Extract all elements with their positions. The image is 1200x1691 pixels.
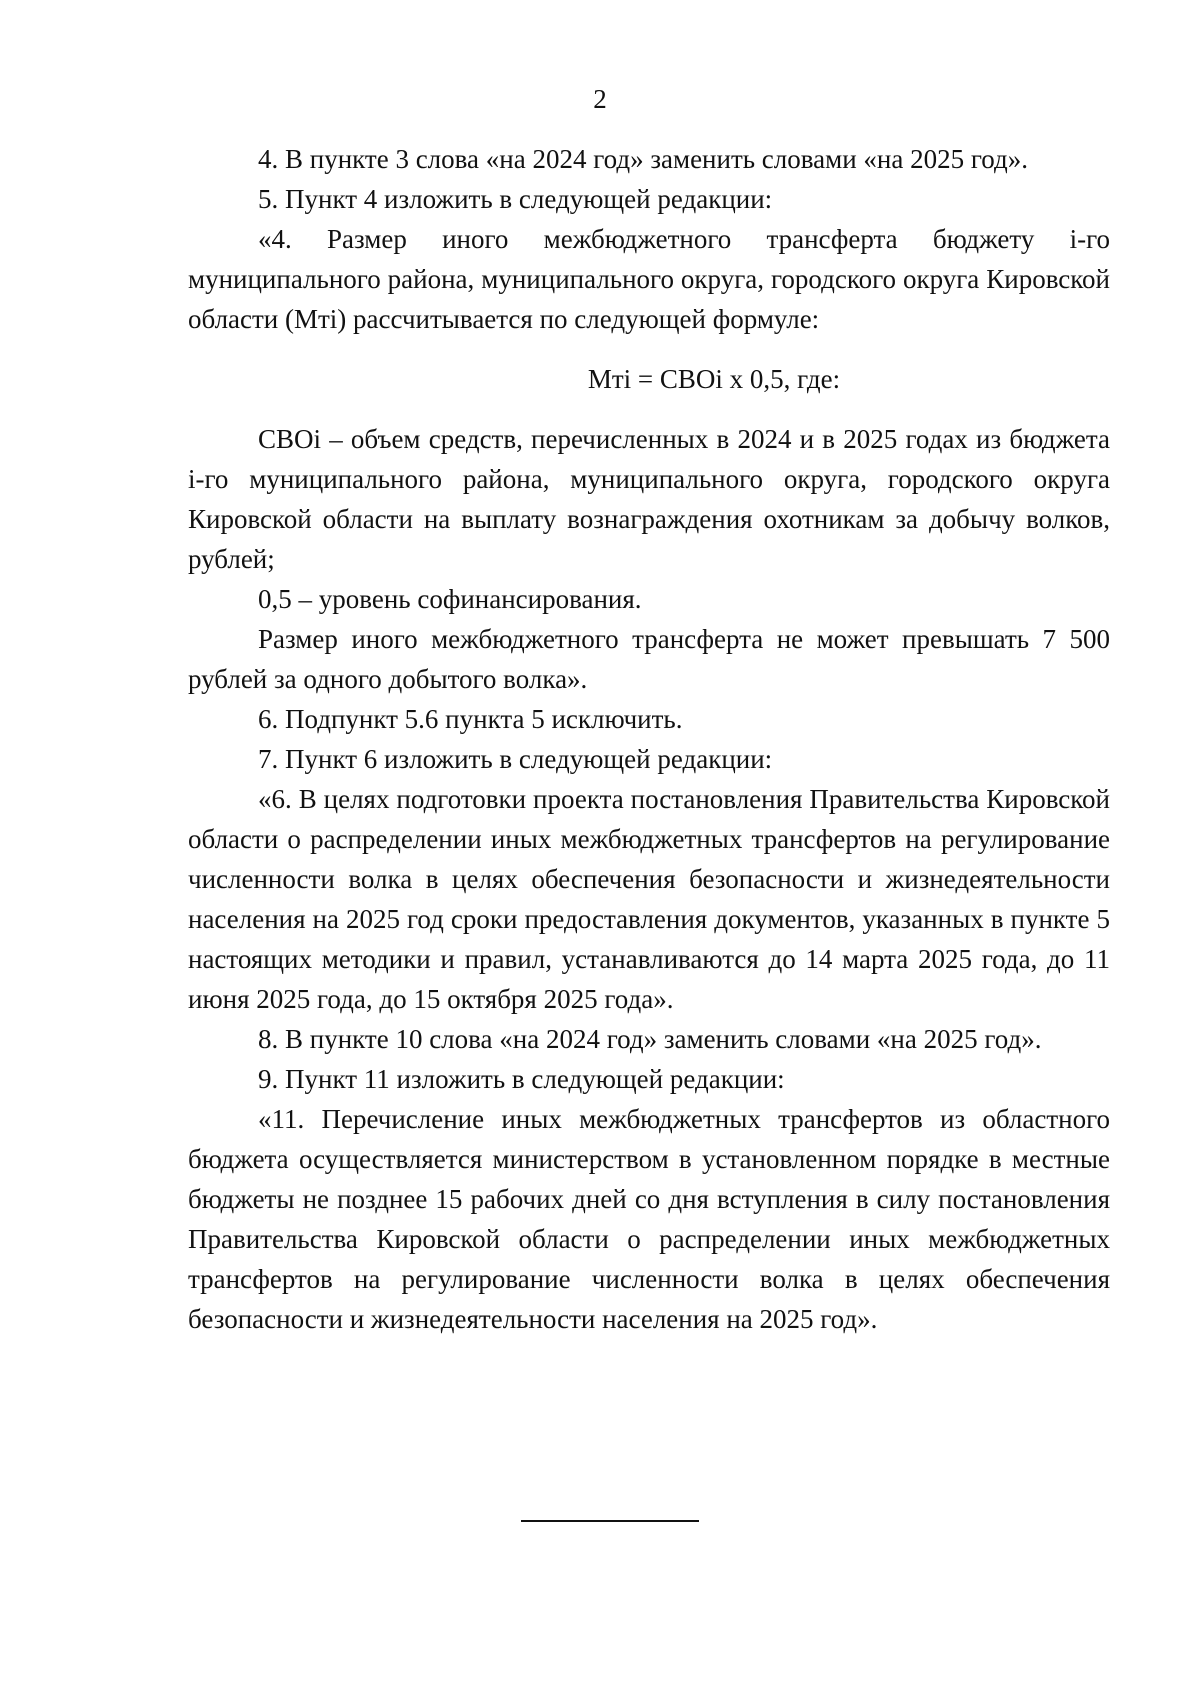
document-body <box>188 139 1110 1339</box>
page-number: 2 <box>593 84 607 114</box>
paragraph-item-6: 6. Подпункт 5.6 пункта 5 исключить. <box>258 704 683 734</box>
paragraph-point-11-text: «11. Перечисление иных межбюджетных трансфертов из областного бюджета осуществляется министерством в установленном порядке в местные бюджеты не позднее 15 рабочих дней со дня вступления в силу постановления Правительства Кировской области о распределении иных межбюджетных трансфертов на регулирование численности волка в целях обеспечения безопасности и жизнедеятельности населения на 2025 год». <box>188 1104 1110 1334</box>
paragraph-item-7: 7. Пункт 6 изложить в следующей редакции: <box>258 744 773 774</box>
paragraph-svoi-definition: СВОi – объем средств, перечисленных в 2024 и в 2025 годах из бюджета i-го муниципального района, муниципального округа, городского округа Кировской области на выплату вознаграждения охотникам за добычу волков, рублей; <box>188 424 1110 574</box>
end-divider <box>521 1520 699 1522</box>
paragraph-item-4: 4. В пункте 3 слова «на 2024 год» заменить словами «на 2025 год». <box>258 144 1028 174</box>
paragraph-cofinancing-level: 0,5 – уровень софинансирования. <box>258 584 642 614</box>
formula: Мтi = СВОi x 0,5, где: <box>587 364 841 394</box>
paragraph-item-8: 8. В пункте 10 слова «на 2024 год» заменить словами «на 2025 год». <box>258 1024 1042 1054</box>
paragraph-item-5: 5. Пункт 4 изложить в следующей редакции: <box>258 184 773 214</box>
paragraph-point-6-text: «6. В целях подготовки проекта постановления Правительства Кировской области о распределении иных межбюджетных трансфертов на регулирование численности волка в целях обеспечения безопасности и жизнедеятельности населения на 2025 год сроки предоставления документов, указанных в пункте 5 настоящих методики и правил, устанавливаются до 14 марта 2025 года, до 11 июня 2025 года, до 15 октября 2025 года». <box>188 784 1110 1014</box>
paragraph-item-9: 9. Пункт 11 изложить в следующей редакции: <box>258 1064 785 1094</box>
paragraph-point-4-text: «4. Размер иного межбюджетного трансферта бюджету i-го муниципального района, муниципального округа, городского округа Кировской области (Мтi) рассчитывается по следующей формуле: <box>188 224 1110 334</box>
paragraph-transfer-limit: Размер иного межбюджетного трансферта не может превышать 7 500 рублей за одного добытого волка». <box>188 624 1110 694</box>
